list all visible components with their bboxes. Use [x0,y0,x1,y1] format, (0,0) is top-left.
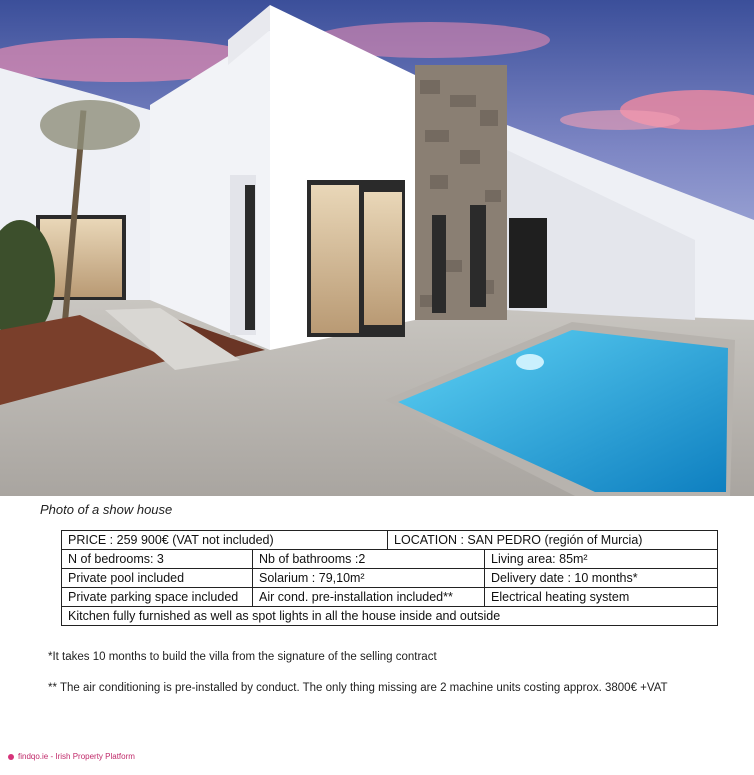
table-row [62,531,718,550]
footer-text: findqo.ie - Irish Property Platform [18,752,135,761]
table-cell: Kitchen fully furnished as well as spot lights in all the house inside and outside [62,607,718,626]
table-row [62,607,718,626]
table-cell: Private pool included [62,569,253,588]
table-row [62,588,718,607]
table-cell: Living area: 85m² [485,550,718,569]
table-cell: Nb of bathrooms :2 [253,550,485,569]
table-cell: Delivery date : 10 months* [485,569,718,588]
findqo-logo-icon [8,754,14,760]
table-row [62,569,718,588]
table-cell: PRICE : 259 900€ (VAT not included) [62,531,388,550]
photo-caption: Photo of a show house [40,502,173,517]
table-cell: Private parking space included [62,588,253,607]
table-cell: Solarium : 79,10m² [253,569,485,588]
footnote-aircon: ** The air conditioning is pre-installed by conduct. The only thing missing are 2 machine units costing approx. 3800€ +VAT [48,682,668,694]
property-spec-table [61,530,718,626]
table-cell: Air cond. pre-installation included** [253,588,485,607]
table-cell: N of bedrooms: 3 [62,550,253,569]
table-cell: LOCATION : SAN PEDRO (región of Murcia) [388,531,718,550]
footnote-delivery: *It takes 10 months to build the villa from the signature of the selling contract [48,651,437,663]
table-row [62,550,718,569]
table-cell: Electrical heating system [485,588,718,607]
footer-branding[interactable] [8,752,135,761]
